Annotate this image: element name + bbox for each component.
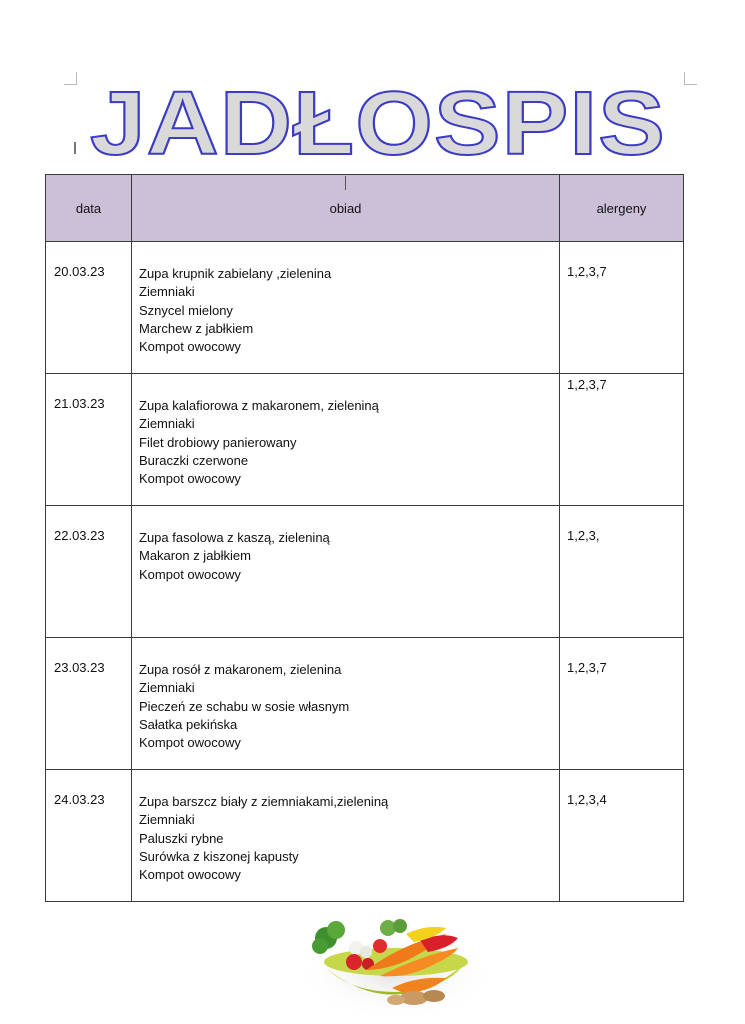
- date-text: 22.03.23: [54, 528, 105, 543]
- dish-item: Kompot owocowy: [139, 566, 241, 582]
- margin-corner-mark: [64, 72, 77, 85]
- dish-item: Kompot owocowy: [139, 735, 241, 751]
- dinner-cell: [132, 506, 560, 638]
- dish-item: Sznycel mielony: [139, 302, 233, 318]
- text-cursor-mark: [74, 142, 76, 154]
- dinner-cell: [132, 374, 560, 506]
- allergens-cell: [560, 506, 684, 638]
- dinner-cell: [132, 770, 560, 902]
- allergens-text: 1,2,3,4: [567, 792, 607, 807]
- dish-item: Ziemniaki: [139, 284, 195, 300]
- page-title: [78, 78, 678, 170]
- dish-item: Kompot owocowy: [139, 867, 241, 883]
- dish-item: Zupa krupnik zabielany ,zielenina: [139, 266, 332, 281]
- date-cell: [46, 374, 132, 506]
- dish-item: Marchew z jabłkiem: [139, 320, 254, 336]
- allergens-text: 1,2,3,7: [567, 377, 607, 392]
- date-text: 24.03.23: [54, 792, 105, 807]
- dish-item: Ziemniaki: [139, 416, 195, 432]
- dish-item: Zupa barszcz biały z ziemniakami,zieleniną: [139, 794, 389, 809]
- allergens-cell: [560, 242, 684, 374]
- allergens-text: 1,2,3,7: [567, 660, 607, 675]
- allergens-cell: [560, 770, 684, 902]
- date-cell: [46, 242, 132, 374]
- dish-item: Zupa kalafiorowa z makaronem, zieleniną: [139, 398, 379, 413]
- dish-item: Kompot owocowy: [139, 471, 241, 487]
- ruler-tick-mark: [345, 176, 346, 190]
- date-text: 21.03.23: [54, 396, 105, 411]
- table-row: [46, 242, 684, 374]
- menu-table: [45, 174, 684, 902]
- date-text: 20.03.23: [54, 264, 105, 279]
- margin-corner-mark: [684, 72, 697, 85]
- table-header-row: [46, 175, 684, 242]
- header-allergens: alergeny: [560, 175, 684, 242]
- date-cell: [46, 638, 132, 770]
- allergens-text: 1,2,3,: [567, 528, 600, 543]
- dish-item: Kompot owocowy: [139, 339, 241, 355]
- dish-item: Pieczeń ze schabu w sosie własnym: [139, 698, 350, 714]
- table-row: [46, 638, 684, 770]
- table-row: [46, 770, 684, 902]
- dish-item: Ziemniaki: [139, 812, 195, 828]
- title-wordart: JADŁOSPIS: [90, 78, 666, 170]
- dinner-cell: [132, 242, 560, 374]
- dish-item: Paluszki rybne: [139, 830, 224, 846]
- allergens-text: 1,2,3,7: [567, 264, 607, 279]
- dish-item: Filet drobiowy panierowany: [139, 434, 297, 450]
- dish-item: Sałatka pekińska: [139, 716, 238, 732]
- vegetables-bowl-image: [296, 912, 496, 1016]
- date-text: 23.03.23: [54, 660, 105, 675]
- date-cell: [46, 770, 132, 902]
- header-dinner: obiad: [132, 175, 560, 242]
- dish-item: Buraczki czerwone: [139, 452, 249, 468]
- dish-item: Surówka z kiszonej kapusty: [139, 848, 299, 864]
- dinner-cell: [132, 638, 560, 770]
- header-date: data: [46, 175, 132, 242]
- table-row: [46, 506, 684, 638]
- allergens-cell: [560, 638, 684, 770]
- dish-item: Makaron z jabłkiem: [139, 548, 251, 564]
- dish-item: Ziemniaki: [139, 680, 195, 696]
- table-row: [46, 374, 684, 506]
- date-cell: [46, 506, 132, 638]
- dish-item: Zupa rosół z makaronem, zielenina: [139, 662, 342, 677]
- dish-item: Zupa fasolowa z kaszą, zieleniną: [139, 530, 330, 545]
- allergens-cell: [560, 374, 684, 506]
